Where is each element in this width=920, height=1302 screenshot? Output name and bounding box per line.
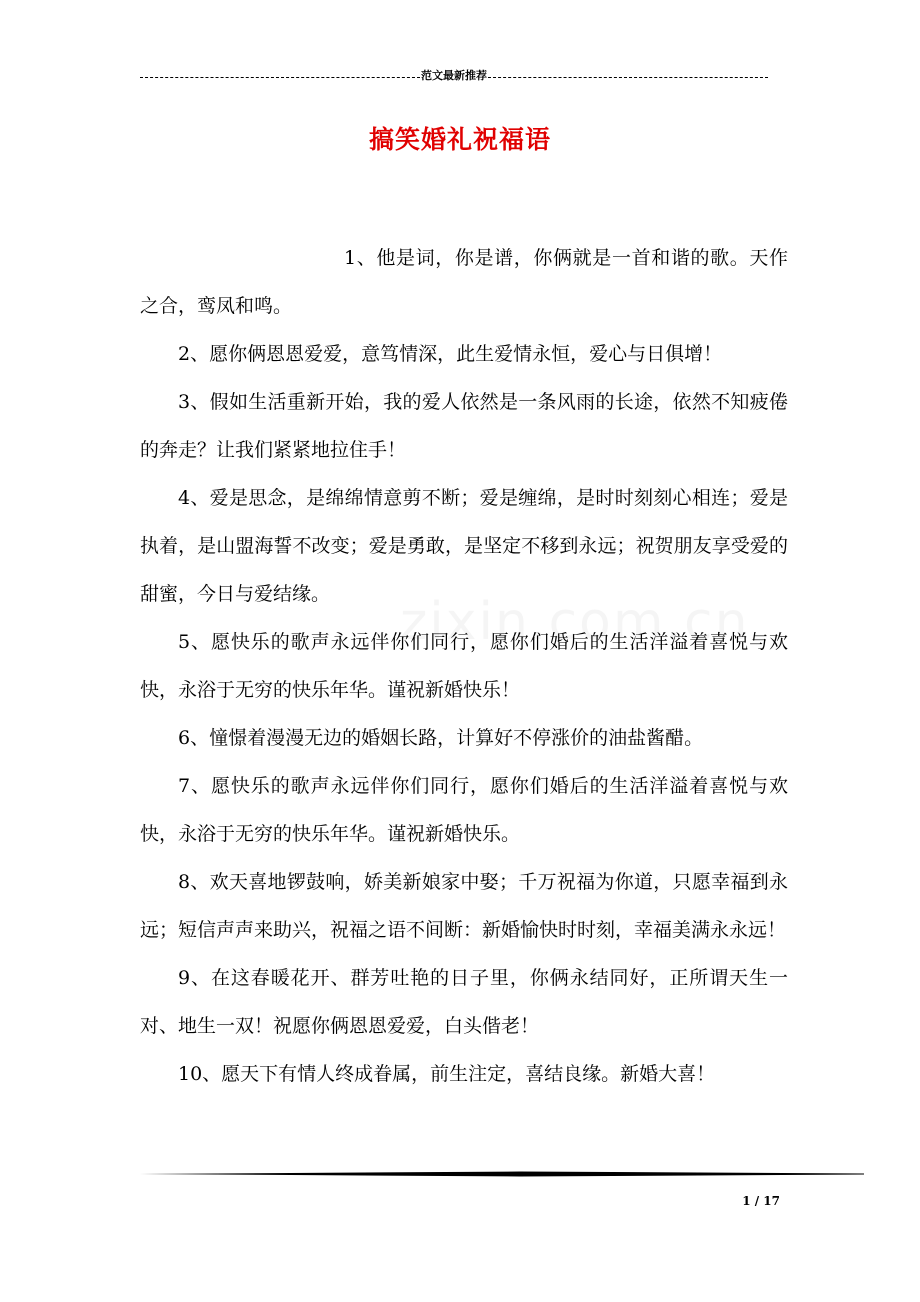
paragraph-1: 1、他是词，你是谱，你俩就是一首和谐的歌。天作之合，鸾凤和鸣。: [140, 247, 788, 317]
page-header: [140, 66, 768, 86]
paragraph-10: 10、愿天下有情人终成眷属，前生注定，喜结良缘。新婚大喜！: [178, 1063, 716, 1085]
paragraph-9: 9、在这春暖花开、群芳吐艳的日子里，你俩永结同好，正所谓天生一对、地生一双！祝愿你俩恩恩爱爱，白头偕老！: [140, 967, 788, 1037]
paragraph-8: 8、欢天喜地锣鼓响，娇美新娘家中娶；千万祝福为你道，只愿幸福到永远；短信声声来助兴，祝福之语不间断：新婚愉快时时刻，幸福美满永永远！: [140, 871, 788, 941]
paragraph-4: 4、爱是思念，是绵绵情意剪不断；爱是缠绵，是时时刻刻心相连；爱是执着，是山盟海誓不改变；爱是勇敢，是坚定不移到永远；祝贺朋友享受爱的甜蜜，今日与爱结缘。: [140, 487, 788, 605]
paragraph-7: 7、愿快乐的歌声永远伴你们同行，愿你们婚后的生活洋溢着喜悦与欢快，永浴于无穷的快乐年华。谨祝新婚快乐。: [140, 775, 788, 845]
paragraph-6: 6、憧憬着漫漫无边的婚姻长路，计算好不停涨价的油盐酱醋。: [178, 727, 704, 749]
paragraph-5: 5、愿快乐的歌声永远伴你们同行，愿你们婚后的生活洋溢着喜悦与欢快，永浴于无穷的快乐年华。谨祝新婚快乐！: [140, 631, 788, 701]
paragraph-3: 3、假如生活重新开始，我的爱人依然是一条风雨的长途，依然不知疲倦的奔走？让我们紧紧地拉住手！: [140, 391, 788, 461]
header-label: 范文最新推荐: [421, 69, 487, 82]
paragraph-2: 2、愿你俩恩恩爱爱，意笃情深，此生爱情永恒，爱心与日俱增！: [178, 343, 723, 365]
page-number: 1 / 17: [742, 1194, 780, 1208]
footer-rule: [140, 1168, 864, 1180]
header-dashes-right: [488, 77, 768, 78]
header-dashes-left: [140, 77, 420, 78]
document-title: 搞笑婚礼祝福语: [368, 125, 551, 154]
document-body: [140, 234, 788, 1098]
